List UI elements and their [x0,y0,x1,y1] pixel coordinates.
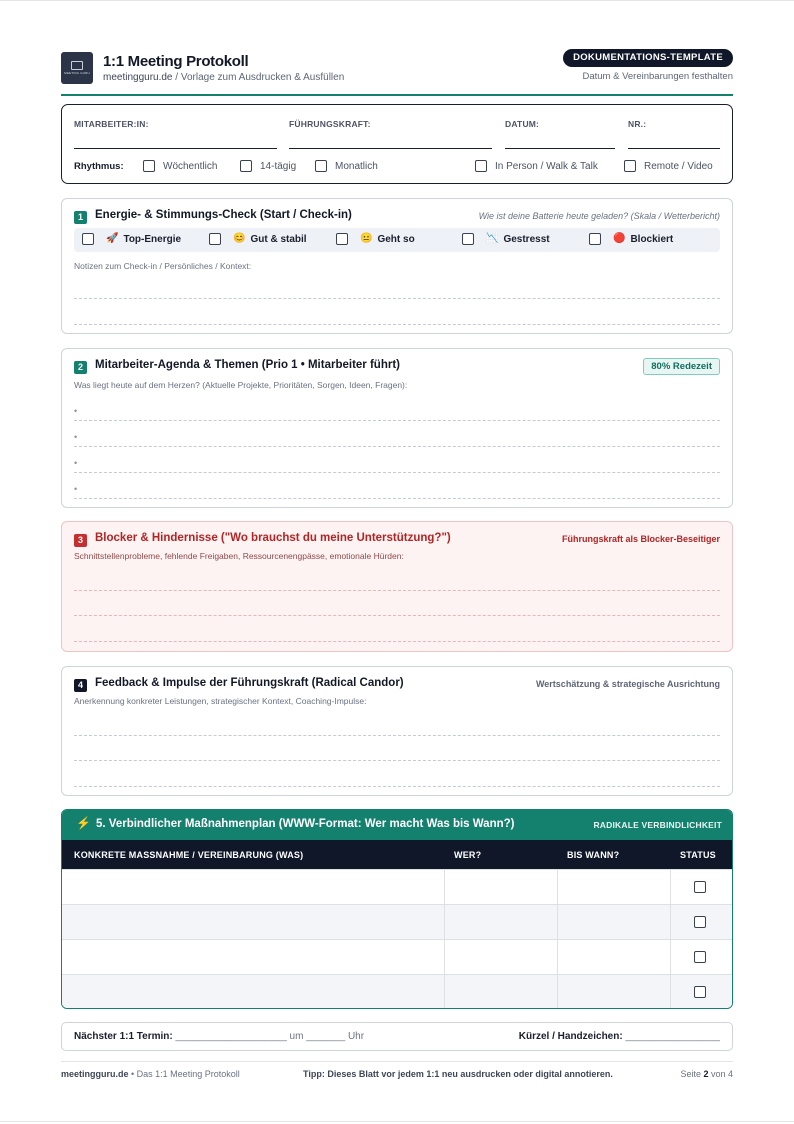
page-number [680,1069,733,1079]
section-hint: Führungskraft als Blocker-Beseitiger [561,534,720,544]
section-agenda [61,348,733,508]
blocker-line[interactable] [74,590,720,591]
number-field[interactable] [628,148,720,149]
neutral-face-icon: 😐 [360,233,373,244]
action-plan [61,809,733,1009]
footer-tip: Tipp: Dieses Blatt vor jedem 1:1 neu ausdrucken oder digital annotieren. [303,1069,613,1079]
blocker-line[interactable] [74,615,720,616]
checkbox[interactable] [240,160,252,172]
bullet: • [74,406,78,416]
mood-top-energy[interactable] [82,233,181,245]
rocket-icon: 🚀 [106,233,119,244]
page-subtitle [103,72,344,83]
status-checkbox[interactable] [694,881,706,893]
mood-scale [74,228,720,252]
rhythm-weekly[interactable] [143,160,217,172]
checkbox[interactable] [209,233,221,245]
rhythm-biweekly[interactable] [240,160,296,172]
agenda-line[interactable] [74,498,720,499]
page-title: 1:1 Meeting Protokoll [103,53,249,70]
section-number: 2 [74,361,87,374]
mood-label: Gestresst [503,233,550,245]
notes-label: Notizen zum Check-in / Persönliches / Kontext: [74,261,252,271]
footer-left [61,1069,240,1079]
top-border [0,0,794,1]
smile-icon: 😊 [233,233,246,244]
section-blockers [61,521,733,652]
employee-field[interactable] [74,148,277,149]
checkbox[interactable] [315,160,327,172]
column-divider [670,869,671,1009]
manager-label: FÜHRUNGSKRAFT: [289,119,371,129]
column-status: STATUS [680,850,716,860]
template-badge: DOKUMENTATIONS-TEMPLATE [563,49,733,67]
section-title: Mitarbeiter-Agenda & Themen (Prio 1 • Mitarbeiter führt) [95,359,400,371]
column-divider [557,869,558,1009]
section-title: Energie- & Stimmungs-Check (Start / Check-in) [95,209,352,221]
mood-blocked[interactable] [589,233,673,245]
next-date-blank[interactable]: ____________________ [172,1031,290,1042]
employee-label: MITARBEITER:IN: [74,119,149,129]
mood-label: Gut & stabil [250,233,307,245]
bullet: • [74,432,78,442]
bullet: • [74,484,78,494]
checkbox[interactable] [624,160,636,172]
section-title: Feedback & Impulse der Führungskraft (Radical Candor) [95,677,404,689]
header [61,50,733,96]
notes-line[interactable] [74,298,720,299]
manager-field[interactable] [289,148,492,149]
subtitle-text: / Vorlage zum Ausdrucken & Ausfüllen [172,72,345,83]
bottom-border [0,1121,794,1122]
chart-down-icon: 📉 [486,233,499,244]
table-header [62,840,733,869]
next-meeting-box [61,1022,733,1051]
footer-divider [61,1061,733,1062]
mood-label: Geht so [377,233,415,245]
column-when: BIS WANN? [567,850,620,860]
logo [61,52,93,84]
column-what: KONKRETE MASSNAHME / VEREINBARUNG (WAS) [74,850,304,860]
status-checkbox[interactable] [694,951,706,963]
table-row[interactable] [62,869,733,904]
footer-site: meetingguru.de [61,1069,129,1079]
section-number: 3 [74,534,87,547]
column-divider [444,869,445,1009]
status-checkbox[interactable] [694,916,706,928]
signature[interactable] [519,1031,720,1042]
column-who: WER? [454,850,482,860]
agenda-line[interactable] [74,420,720,421]
rhythm-monthly-label: Monatlich [335,160,378,172]
footer-doc-name: • Das 1:1 Meeting Protokoll [128,1069,240,1079]
checkbox[interactable] [475,160,487,172]
logo-icon [71,61,83,70]
mode-remote-label: Remote / Video [644,160,713,172]
red-circle-icon: 🔴 [613,233,626,244]
table-row[interactable] [62,939,733,974]
unit-text: Uhr [347,1031,365,1042]
action-plan-title: 5. Verbindlicher Maßnahmenplan (WWW-Format: Wer macht Was bis Wann?) [96,818,515,830]
mode-in-person-label: In Person / Walk & Talk [495,160,598,172]
header-tagline: Datum & Vereinbarungen festhalten [582,71,733,82]
mood-label: Blockiert [630,233,674,245]
at-text: um [289,1031,304,1042]
checkbox[interactable] [462,233,474,245]
site-name: meetingguru.de [103,72,173,83]
section-number: 1 [74,211,87,224]
section-feedback [61,666,733,796]
feedback-line[interactable] [74,786,720,787]
checkbox[interactable] [336,233,348,245]
section-title: Blocker & Hindernisse ("Wo brauchst du meine Unterstützung?") [95,532,451,544]
mood-good-stable[interactable] [209,233,307,245]
lightning-icon: ⚡ [76,816,91,830]
feedback-line[interactable] [74,735,720,736]
signature-label: Kürzel / Handzeichen: [518,1031,623,1042]
section-hint: Wie ist deine Batterie heute geladen? (Skala / Wetterbericht) [478,211,720,221]
date-field[interactable] [505,148,615,149]
meta-box [61,104,733,184]
feedback-line[interactable] [74,760,720,761]
rhythm-weekly-label: Wöchentlich [163,160,218,172]
section-description: Anerkennung konkreter Leistungen, strategischer Kontext, Coaching-Impulse: [74,696,367,706]
action-plan-header [62,810,733,840]
next-meeting-label: Nächster 1:1 Termin: [74,1031,173,1042]
notes-line[interactable] [74,324,720,325]
table-row[interactable] [62,904,733,939]
next-meeting[interactable] [74,1031,364,1042]
rhythm-label: Rhythmus: [74,161,124,172]
agenda-line[interactable] [74,472,720,473]
logo-text: MEETING GURU [64,70,90,75]
section-number: 4 [74,679,87,692]
signature-blank[interactable]: _________________ [622,1031,720,1042]
mood-label: Top-Energie [123,233,182,245]
bullet: • [74,458,78,468]
page-suffix: von 4 [708,1069,733,1079]
checkbox[interactable] [82,233,94,245]
mood-okay[interactable] [336,233,415,245]
status-checkbox[interactable] [694,986,706,998]
section-hint: Wertschätzung & strategische Ausrichtung [535,679,720,689]
talk-time-badge: 80% Redezeit [643,358,720,375]
agenda-line[interactable] [74,446,720,447]
number-label: NR.: [628,119,647,129]
section-description: Was liegt heute auf dem Herzen? (Aktuelle Projekte, Prioritäten, Sorgen, Ideen, Fragen): [74,380,408,390]
mode-remote[interactable] [624,160,713,172]
section-energy-check [61,198,733,334]
section-description: Schnittstellenprobleme, fehlende Freigaben, Ressourcenengpässe, emotionale Hürden: [74,551,404,561]
checkbox[interactable] [589,233,601,245]
next-time-blank[interactable]: _______ [303,1031,348,1042]
rhythm-monthly[interactable] [315,160,378,172]
date-label: DATUM: [505,119,540,129]
table-row[interactable] [62,974,733,1009]
action-plan-tag: RADIKALE VERBINDLICHKEIT [593,820,722,830]
mode-in-person[interactable] [475,160,598,172]
rhythm-biweekly-label: 14-tägig [260,160,297,172]
checkbox[interactable] [143,160,155,172]
page-current: 2 [703,1069,709,1079]
page-prefix: Seite [680,1069,704,1079]
blocker-line[interactable] [74,641,720,642]
mood-stressed[interactable] [462,233,550,245]
header-divider [61,94,733,96]
